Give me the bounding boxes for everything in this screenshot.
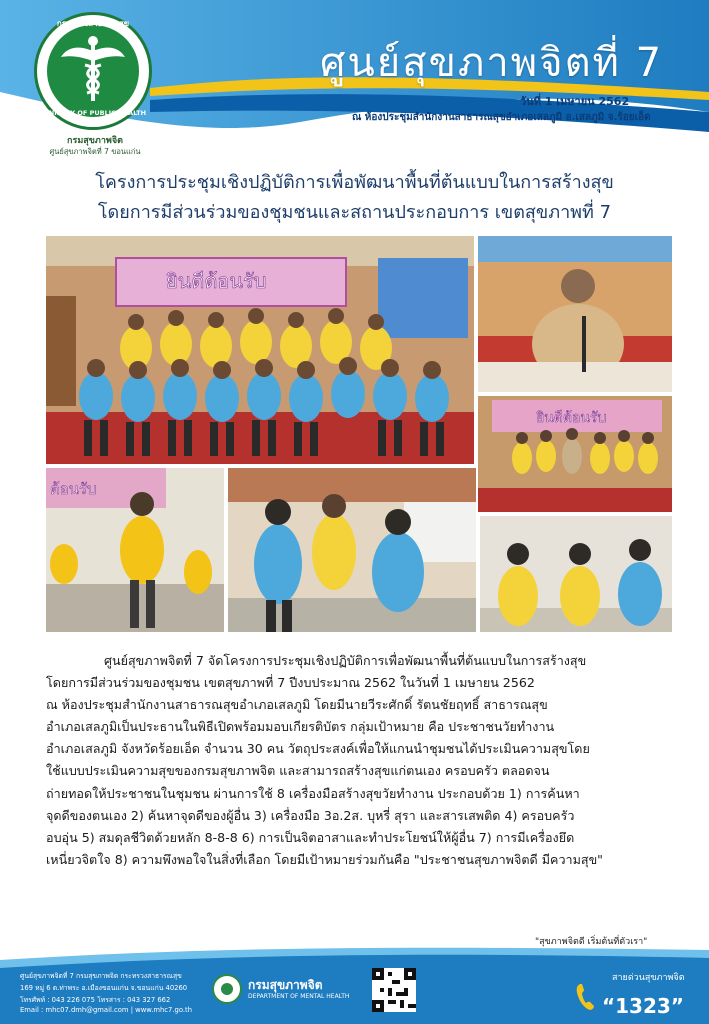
footer-address-1: ศูนย์สุขภาพจิตที่ 7 กรมสุขภาพจิต กระทรวงสาธารณสุข (20, 972, 182, 980)
department-logo-icon (212, 974, 242, 1004)
body-line: จุดดีของตนเอง 2) ค้นหาจุดดีของผู้อื่น 3) เครื่องมือ 3อ.2ส. บุหรี่ สุรา และสารเสพติด 4) ครอบครัว (46, 807, 575, 823)
hotline-number[interactable]: “1323” (602, 994, 684, 1018)
welcome-banner-text-3: ต้อนรับ (50, 480, 97, 498)
header (0, 0, 709, 160)
logo-text-top: กระทรวงสาธารณสุข (56, 19, 130, 28)
body-line: ถ่ายทอดให้ประชาชนในชุมชน ผ่านการใช้ 8 เครื่องมือสร้างสุขวัยทำงาน ประกอบด้วย 1) การค้นหา (46, 785, 580, 801)
ministry-logo (34, 12, 152, 130)
footer-dept-name-en: DEPARTMENT OF MENTAL HEALTH (248, 993, 350, 1000)
footer (0, 946, 709, 1024)
footer-phone: โทรศัพท์ : 043 226 075 โทรสาร : 043 327 662 (20, 996, 171, 1004)
slogan: "สุขภาพจิตดี เริ่มต้นที่ตัวเรา" (535, 937, 648, 947)
footer-dept-name: กรมสุขภาพจิต (248, 978, 323, 992)
report-body (46, 650, 676, 871)
body-line: อำเภอเสลภูมิ จังหวัดร้อยเอ็ด จำนวน 30 คน วัตถุประสงค์เพื่อให้แกนนำชุมชนได้ประเมินความสุขโดย (46, 741, 590, 757)
body-line: ใช้แบบประเมินความสุขของกรมสุขภาพจิต และสามารถสร้างสุขแก่ตนเอง ครอบครัว ตลอดจน (46, 763, 550, 779)
certificate-photo (478, 396, 672, 512)
speaker-microphone-photo (46, 468, 224, 632)
welcome-banner-text-2: ยินดีต้อนรับ (536, 410, 607, 426)
footer-email[interactable]: Email : mhc07.dmh@gmail.com | www.mhc7.go.th (20, 1006, 192, 1014)
dept-subtitle: ศูนย์สุขภาพจิตที่ 7 ขอนแก่น (49, 147, 141, 156)
body-line: เหนี่ยวจิตใจ 8) ความพึงพอใจในสิ่งที่เลือก โดยมีเป้าหมายร่วมกันคือ "ประชาชนสุขภาพจิตดี มีความสุข" (46, 851, 603, 867)
phone-icon (574, 982, 596, 1012)
speaker-photo (478, 236, 672, 392)
body-line: ณ ห้องประชุมสำนักงานสาธารณสุขอำเภอเสลภูมิ โดยมีนายวีระศักดิ์ รัตนชัยฤทธิ์ สาธารณสุข (46, 697, 548, 713)
hotline-label: สายด่วนสุขภาพจิต (612, 973, 685, 983)
event-date: วันที่ 1 เมษายน 2562 (520, 95, 630, 108)
activity-photo (228, 468, 476, 632)
center-title: ศูนย์สุขภาพจิตที่ 7 (320, 40, 664, 86)
body-line: ศูนย์สุขภาพจิตที่ 7 จัดโครงการประชุมเชิงปฏิบัติการเพื่อพัฒนาพื้นที่ต้นแบบในการสร้างสุข (104, 653, 587, 668)
body-line: อบอุ่น 5) สมดุลชีวิตด้วยหลัก 8-8-8 6) การเป็นจิตอาสาและทำประโยชน์ให้ผู้อื่น 7) การมีเครื่องยึด (46, 829, 575, 845)
project-title-line2: โดยการมีส่วนร่วมของชุมชนและสถานประกอบการ เขตสุขภาพที่ 7 (97, 202, 612, 223)
dept-name: กรมสุขภาพจิต (67, 136, 123, 146)
body-line: โดยการมีส่วนร่วมของชุมชน เขตสุขภาพที่ 7 ปีงบประมาณ 2562 ในวันที่ 1 เมษายน 2562 (46, 675, 535, 691)
photo-collage (46, 236, 672, 632)
event-venue: ณ ห้องประชุมสำนักงานสาธารณสุขอำเภอเสลภูมิ อ.เสลภูมิ จ.ร้อยเอ็ด (352, 112, 651, 123)
group-photo (46, 236, 474, 464)
body-line: อำเภอเสลภูมิเป็นประธานในพิธีเปิดพร้อมมอบเกียรติบัตร กลุ่มเป้าหมาย คือ ประชาชนวัยทำงาน (46, 719, 555, 735)
caduceus-icon (59, 33, 127, 109)
qr-code-icon[interactable] (372, 968, 416, 1012)
welcome-banner-text: ยินดีต้อนรับ (166, 269, 267, 293)
project-title-line1: โครงการประชุมเชิงปฏิบัติการเพื่อพัฒนาพื้นที่ต้นแบบในการสร้างสุข (95, 172, 614, 193)
participants-photo (480, 516, 672, 632)
footer-address-2: 169 หมู่ 6 ต.ท่าพระ อ.เมืองขอนแก่น จ.ขอนแก่น 40260 (20, 984, 188, 992)
logo-text-bottom: MINISTRY OF PUBLIC HEALTH (39, 109, 147, 117)
